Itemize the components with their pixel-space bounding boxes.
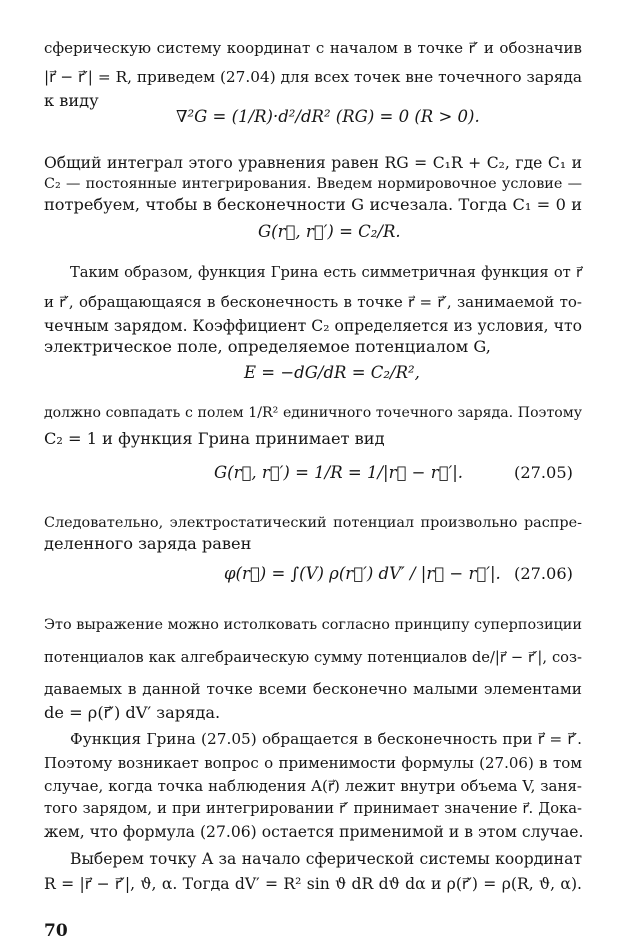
page-number: 70: [44, 921, 68, 941]
equation-field: E = −dG/dR = C₂/R²,: [244, 363, 420, 382]
equation-27-05: G(r⃗, r⃗′) = 1/R = 1/|r⃗ − r⃗′|.: [214, 463, 464, 482]
text-line: C₂ — постоянные интегрирования. Введем нормировочное условие —: [44, 176, 582, 192]
text-line: случае, когда точка наблюдения A(r⃗) лежит внутри объема V, заня-: [44, 777, 582, 795]
text-line: Таким образом, функция Грина есть симметричная функция от r⃗: [70, 264, 582, 281]
text-line: даваемых в данной точке всеми бесконечно малыми элементами: [44, 680, 582, 698]
text-line: de = ρ(r⃗′) dV′ заряда.: [44, 703, 221, 722]
equation-green-c2: G(r⃗, r⃗′) = C₂/R.: [258, 222, 401, 241]
text-line: того зарядом, и при интегрировании r⃗′ принимает значение r⃗. Дока-: [44, 800, 582, 817]
text-line: Общий интеграл этого уравнения равен RG = C₁R + C₂, где C₁ и: [44, 154, 582, 172]
text-line: Поэтому возникает вопрос о применимости формулы (27.06) в том: [44, 754, 582, 772]
text-line: Выберем точку A за начало сферической системы координат: [70, 850, 582, 868]
text-line: |r⃗ − r⃗′| = R, приведем (27.04) для всех точек вне точечного заряда: [44, 68, 582, 86]
text-line: чечным зарядом. Коэффициент C₂ определяется из условия, что: [44, 317, 582, 335]
text-line: Следовательно, электростатический потенциал произвольно распре-: [44, 515, 582, 531]
text-line: Это выражение можно истолковать согласно принципу суперпозиции: [44, 617, 582, 633]
equation-laplace: ∇²G = (1/R)·d²/dR² (RG) = 0 (R > 0).: [176, 107, 480, 126]
text-line: деленного заряда равен: [44, 534, 252, 553]
text-line: электрическое поле, определяемое потенциалом G,: [44, 337, 491, 356]
equation-27-06: φ(r⃗) = ∫(V) ρ(r⃗′) dV′ / |r⃗ − r⃗′|.: [224, 564, 501, 583]
text-line: потенциалов как алгебраическую сумму потенциалов de/|r⃗ − r⃗′|, соз-: [44, 649, 582, 666]
text-line: к виду: [44, 91, 99, 110]
text-line: C₂ = 1 и функция Грина принимает вид: [44, 429, 385, 448]
text-line: и r⃗′, обращающаяся в бесконечность в точке r⃗ = r⃗′, занимаемой то-: [44, 293, 582, 311]
text-line: должно совпадать с полем 1/R² единичного точечного заряда. Поэтому: [44, 405, 582, 421]
text-line: R = |r⃗ − r⃗′|, ϑ, α. Тогда dV′ = R² sin ϑ dR dϑ dα и ρ(r⃗′) = ρ(R, ϑ, α).: [44, 875, 582, 893]
text-line: Функция Грина (27.05) обращается в бесконечность при r⃗ = r⃗′.: [70, 730, 582, 748]
equation-number: (27.05): [514, 463, 573, 482]
text-line: сферическую систему координат с началом в точке r⃗′ и обозначив: [44, 39, 582, 57]
equation-number: (27.06): [514, 564, 573, 583]
text-line: жем, что формула (27.06) остается применимой и в этом случае.: [44, 823, 584, 841]
text-line: потребуем, чтобы в бесконечности G исчезала. Тогда C₁ = 0 и: [44, 195, 582, 214]
